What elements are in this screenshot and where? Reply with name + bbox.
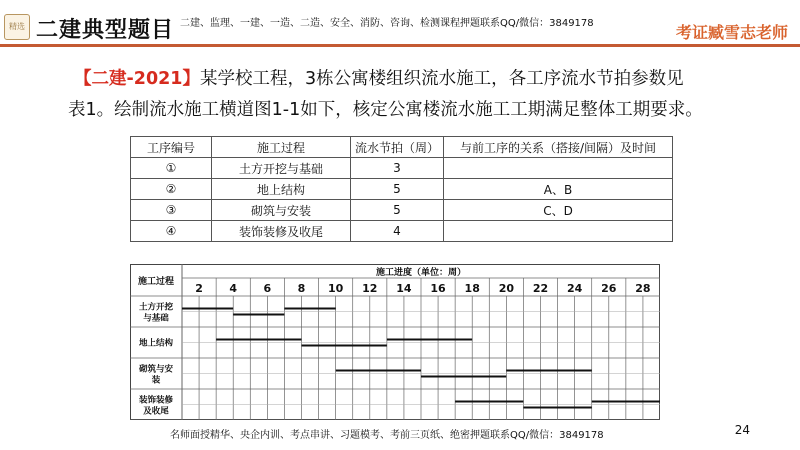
gantt-tick-label: 22 [532, 282, 549, 295]
params-header-row [131, 137, 673, 158]
params-header-cell: 施工过程 [212, 137, 351, 158]
logo-text: 精选 [9, 22, 25, 31]
table-row [131, 221, 673, 242]
gantt-chart [130, 264, 660, 420]
table-cell: 5 [351, 179, 444, 200]
footer-text: 名师面授精华、央企内训、考点串讲、习题模考、考前三页纸、绝密押题联系QQ/微信：3849178 [170, 430, 604, 441]
question-tag: 【二建-2021】 [74, 69, 200, 89]
table-cell: ② [131, 179, 212, 200]
table-cell: 3 [351, 158, 444, 179]
process-label: 与基础 [143, 313, 169, 324]
question-text [68, 64, 774, 126]
table-cell: 4 [351, 221, 444, 242]
gantt-tick-label: 4 [229, 282, 238, 295]
params-header-cell: 与前工序的关系（搭接/间隔）及时间 [444, 137, 673, 158]
gantt-progress-label: 施工进度（单位：周） [375, 268, 467, 278]
table-cell: ④ [131, 221, 212, 242]
question-line-1 [74, 64, 774, 95]
gantt-tick-label: 14 [396, 282, 412, 295]
process-label: 及收尾 [143, 406, 169, 417]
gantt-svg [130, 264, 660, 420]
table-cell: 地上结构 [212, 179, 351, 200]
table-cell: ③ [131, 200, 212, 221]
gantt-tick-label: 6 [263, 282, 272, 295]
table-cell: 土方开挖与基础 [212, 158, 351, 179]
process-label: 装 [151, 375, 161, 386]
gantt-tick-label: 10 [327, 282, 344, 295]
table-cell: ① [131, 158, 212, 179]
gantt-tick-label: 18 [464, 282, 480, 295]
title-divider [0, 44, 800, 47]
params-header-cell: 流水节拍（周） [351, 137, 444, 158]
gantt-tick-label: 16 [430, 282, 446, 295]
process-label: 土方开挖 [138, 302, 174, 313]
teacher-name: 考证臧雪志老师 [675, 23, 788, 42]
params-header-cell: 工序编号 [131, 137, 212, 158]
table-cell: 砌筑与安装 [212, 200, 351, 221]
table-cell: 装饰装修及收尾 [212, 221, 351, 242]
table-cell: 5 [351, 200, 444, 221]
slide-title: 二建典型题目 [36, 18, 175, 43]
table-cell: C、D [444, 200, 673, 221]
table-cell [444, 221, 673, 242]
gantt-tick-label: 28 [635, 282, 651, 295]
gantt-corner-label: 施工过程 [137, 277, 175, 287]
gantt-tick-label: 12 [362, 282, 378, 295]
gantt-tick-label: 8 [297, 282, 306, 295]
table-cell: A、B [444, 179, 673, 200]
question-line-2: 表1。绘制流水施工横道图1-1如下，核定公寓楼流水施工工期满足整体工期要求。 [68, 100, 703, 120]
gantt-tick-label: 26 [601, 282, 617, 295]
process-label: 地上结构 [138, 338, 174, 349]
process-label: 装饰装修 [138, 395, 174, 406]
table-row [131, 158, 673, 179]
top-banner: 二建、监理、一建、一造、二造、安全、消防、咨询、检测课程押题联系QQ/微信：3849178 [180, 18, 594, 29]
table-row [131, 179, 673, 200]
process-label: 砌筑与安 [138, 364, 174, 375]
table-cell [444, 158, 673, 179]
question-line-1-text: 某学校工程，3栋公寓楼组织流水施工，各工序流水节拍参数见 [199, 69, 684, 89]
params-table [130, 136, 673, 242]
gantt-tick-label: 24 [566, 282, 583, 295]
page-number: 24 [734, 423, 750, 437]
gantt-tick-label: 2 [195, 282, 203, 295]
logo [4, 14, 30, 40]
gantt-tick-label: 20 [498, 282, 515, 295]
table-row [131, 200, 673, 221]
